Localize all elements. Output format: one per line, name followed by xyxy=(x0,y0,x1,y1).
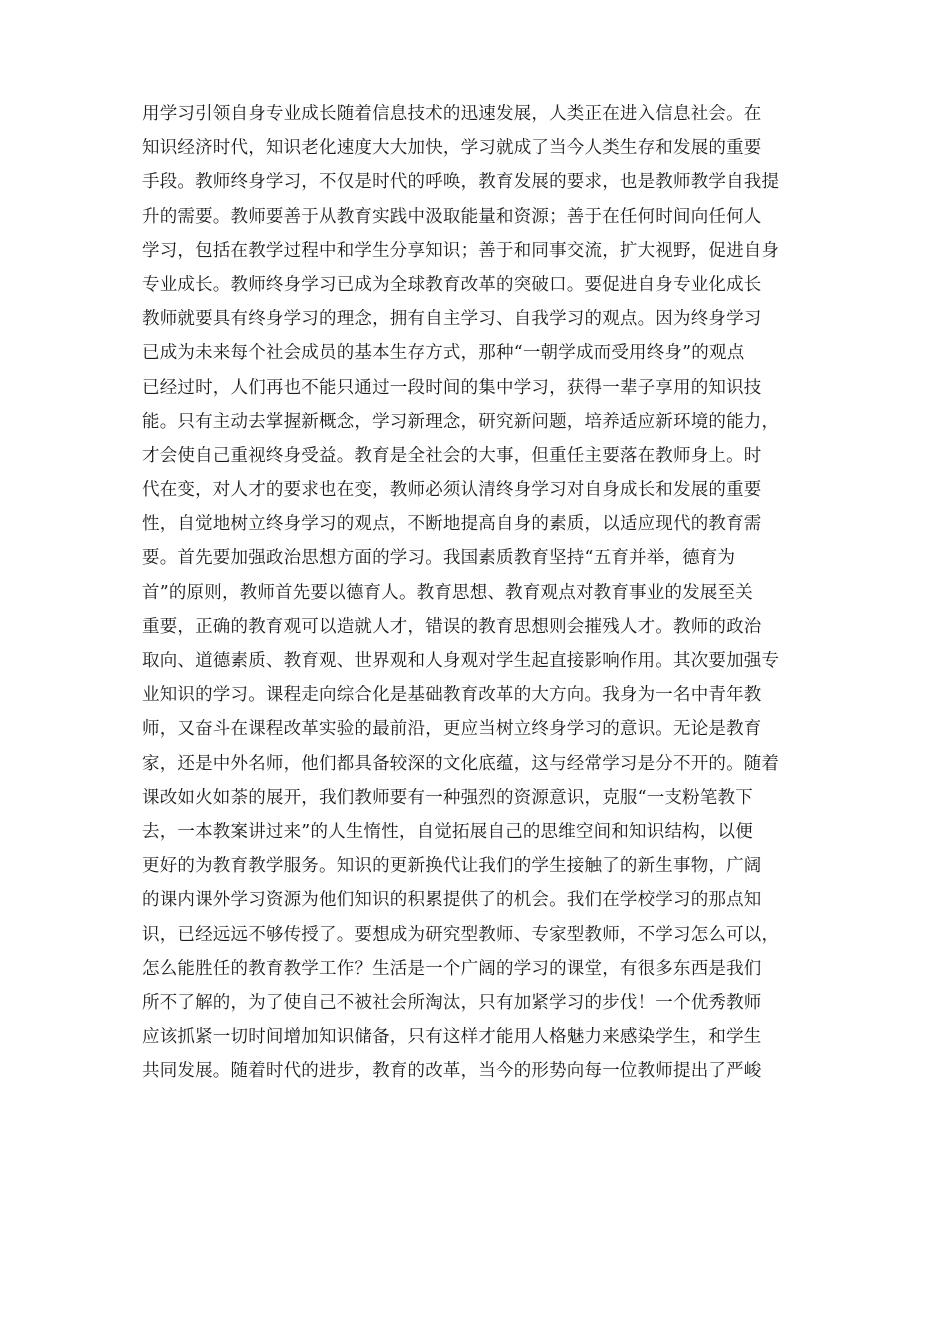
text-line: 教师就要具有终身学习的理念，拥有自主学习、自我学习的观点。因为终身学习 xyxy=(142,309,762,330)
text-line: 学习，包括在教学过程中和学生分享知识；善于和同事交流，扩大视野，促进自身 xyxy=(142,240,780,261)
text-line: 知识经济时代，知识老化速度大大加快，学习就成了当今人类生存和发展的重要 xyxy=(142,138,762,159)
text-line: 重要，正确的教育观可以造就人才，错误的教育思想则会摧残人才。教师的政治 xyxy=(142,616,762,637)
text-line: 升的需要。教师要善于从教育实践中汲取能量和资源；善于在任何时间向任何人 xyxy=(142,206,762,227)
body-text xyxy=(142,97,810,1088)
text-line: 应该抓紧一切时间增加知识储备，只有这样才能用人格魅力来感染学生，和学生 xyxy=(142,1027,762,1048)
text-line: 用学习引领自身专业成长随着信息技术的迅速发展，人类正在进入信息社会。在 xyxy=(142,104,762,124)
text-line: 性，自觉地树立终身学习的观点，不断地提高自身的素质，以适应现代的教育需 xyxy=(142,514,762,535)
text-line: 专业成长。教师终身学习已成为全球教育改革的突破口。要促进自身专业化成长 xyxy=(142,274,762,295)
text-line: 要。首先要加强政治思想方面的学习。我国素质教育坚持“五育并举，德育为 xyxy=(142,548,736,569)
text-line: 手段。教师终身学习，不仅是时代的呼唤，教育发展的要求，也是教师教学自我提 xyxy=(142,172,780,193)
text-line: 识，已经远远不够传授了。要想成为研究型教师、专家型教师，不学习怎么可以， xyxy=(142,924,780,945)
text-line: 家，还是中外名师，他们都具备较深的文化底蕴，这与经常学习是分不开的。随着 xyxy=(142,753,780,774)
text-line: 取向、道德素质、教育观、世界观和人身观对学生起直接影响作用。其次要加强专 xyxy=(142,651,780,671)
text-line: 师，又奋斗在课程改革实验的最前沿，更应当树立终身学习的意识。无论是教育 xyxy=(142,719,762,740)
text-line: 共同发展。随着时代的进步，教育的改革，当今的形势向每一位教师提出了严峻 xyxy=(142,1061,762,1082)
text-line: 去，一本教案讲过来”的人生惰性，自觉拓展自己的思维空间和知识结构，以便 xyxy=(142,821,753,842)
text-line: 怎么能胜任的教育教学工作？生活是一个广阔的学习的课堂，有很多东西是我们 xyxy=(142,958,762,979)
text-line: 能。只有主动去掌握新概念，学习新理念，研究新问题，培养适应新环境的能力， xyxy=(142,411,780,432)
text-line: 业知识的学习。课程走向综合化是基础教育改革的大方向。我身为一名中青年教 xyxy=(142,685,762,706)
text-line: 已经过时，人们再也不能只通过一段时间的集中学习，获得一辈子享用的知识技 xyxy=(142,377,762,398)
text-line: 首”的原则，教师首先要以德育人。教育思想、教育观点对教育事业的发展至关 xyxy=(142,582,753,603)
text-line: 所不了解的，为了使自己不被社会所淘汰，只有加紧学习的步伐！一个优秀教师 xyxy=(142,992,762,1013)
text-line: 课改如火如荼的展开，我们教师要有一种强烈的资源意识，克服“一支粉笔教下 xyxy=(142,787,753,808)
text-line: 才会使自己重视终身受益。教育是全社会的大事，但重任主要落在教师身上。时 xyxy=(142,445,762,466)
text-line: 已成为未来每个社会成员的基本生存方式，那种“一朝学成而受用终身”的观点 xyxy=(142,343,745,364)
text-line: 更好的为教育教学服务。知识的更新换代让我们的学生接触了的新生事物，广阔 xyxy=(142,856,762,877)
text-line: 代在变，对人才的要求也在变，教师必须认清终身学习对自身成长和发展的重要 xyxy=(142,480,762,501)
text-line: 的课内课外学习资源为他们知识的积累提供了的机会。我们在学校学习的那点知 xyxy=(142,890,762,911)
